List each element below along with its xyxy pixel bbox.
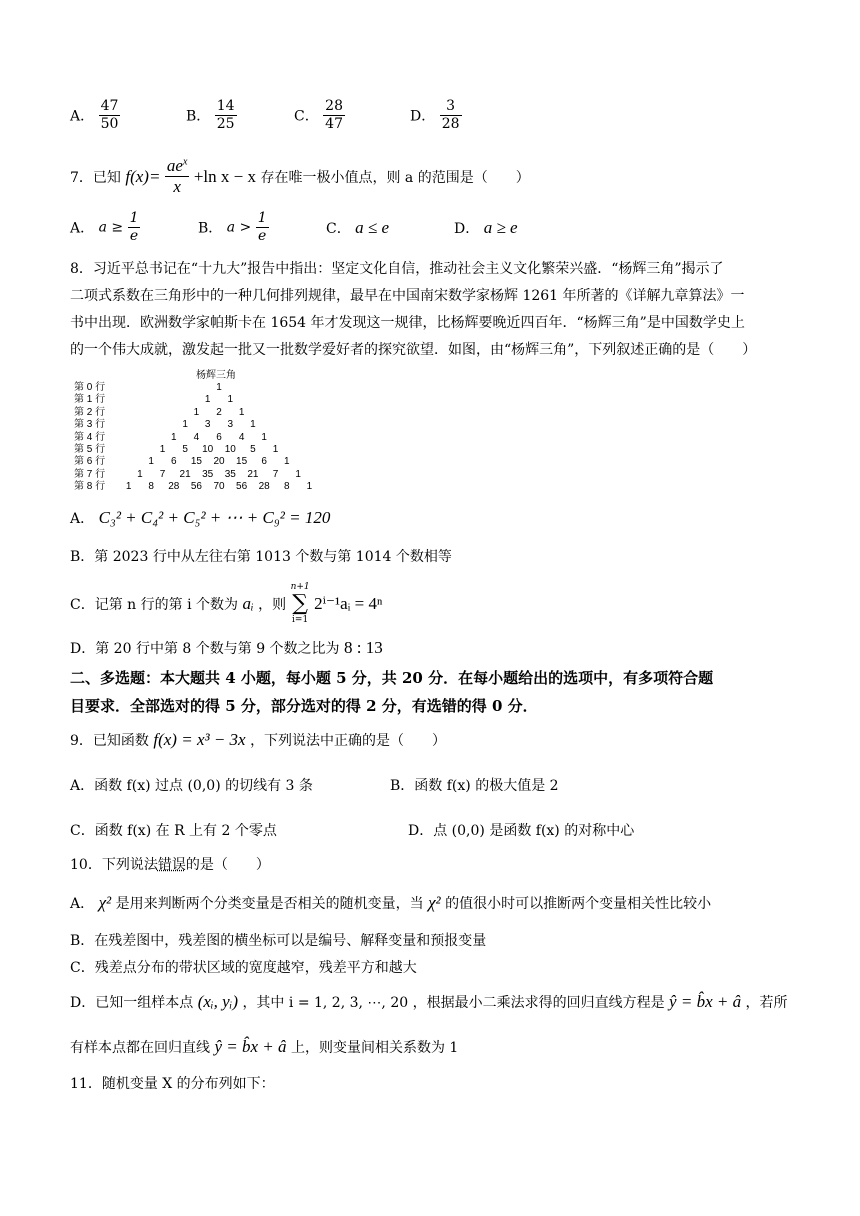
q7-option-d: D． a ≥ e: [454, 218, 518, 237]
section2-heading-line-2: 目要求．全部选对的得 5 分，部分选对的得 2 分，有选错的得 0 分．: [70, 697, 538, 715]
q10-option-d-line-1: D．已知一组样本点 (xᵢ, yᵢ) ，其中 i = 1, 2, 3, ⋯, 20 ，根据最小二乘法求得的回归直线方程是 ŷ = b̂x + â ，若所: [70, 992, 788, 1011]
triangle-value: 1: [204, 394, 211, 406]
triangle-value: 7: [272, 468, 279, 480]
q10-option-b: B．在残差图中，残差图的横坐标可以是编号、解释变量和预报变量: [70, 933, 487, 949]
q8-line-4: 的一个伟大成就，激发起一批又一批数学爱好者的探究欲望．如图，由“杨辉三角”，下列叙述正确的是（ ）: [70, 342, 757, 358]
triangle-value: 1: [261, 431, 267, 443]
triangle-value: 6: [216, 431, 222, 443]
triangle-value: 1: [216, 382, 222, 393]
q9-option-d: D．点 (0,0) 是函数 f(x) 的对称中心: [408, 823, 635, 839]
triangle-value: 21: [179, 468, 191, 480]
triangle-value: 2: [216, 406, 222, 418]
q10-option-c: C．残差点分布的带状区域的宽度越窄，残差平方和越大: [70, 960, 417, 976]
q6-option-c-fraction: $\frac{28}{47}$: [325, 98, 343, 132]
triangle-value: 1: [171, 431, 177, 443]
q10-stem: 10．下列说法错误的是（ ）: [70, 857, 270, 873]
triangle-value: 28: [168, 481, 180, 493]
triangle-value: 35: [202, 468, 214, 480]
triangle-value: 1: [227, 394, 234, 406]
q6-option-d-fraction: $\frac{3}{28}$: [441, 98, 460, 132]
triangle-row: [74, 481, 334, 493]
triangle-value: 1: [295, 468, 301, 480]
triangle-row: [74, 394, 334, 406]
triangle-value: 6: [261, 456, 267, 468]
triangle-value: 1: [238, 406, 245, 418]
q9-option-c: C．函数 f(x) 在 R 上有 2 个零点: [70, 823, 277, 839]
triangle-value: 3: [227, 419, 234, 431]
triangle-row: [74, 469, 334, 481]
triangle-value: 8: [284, 481, 290, 493]
q6-option-b-fraction: $\frac{14}{25}$: [216, 98, 235, 132]
q8-line-2: 二项式系数在三角形中的一种几何排列规律，最早在中国南宋数学家杨辉 1261 年所著的《详解九章算法》一: [70, 288, 745, 304]
q8-option-c: C．记第 n 行的第 i 个数为 aᵢ ，则 n+1 ∑ i=1 2ⁱ⁻¹aᵢ = 4ⁿ: [70, 582, 383, 625]
triangle-value: 28: [258, 481, 270, 493]
triangle-row: [74, 407, 334, 419]
triangle-row: [74, 456, 334, 468]
q8-line-1: 8．习近平总书记在“十九大”报告中指出：坚定文化自信，推动社会主义文化繁荣兴盛．“杨辉三角”揭示了: [70, 261, 724, 277]
q10-option-a: A． χ² 是用来判断两个分类变量是否相关的随机变量，当 χ² 的值很小时可以推断两个变量相关性比较小: [70, 893, 712, 912]
triangle-value: 5: [182, 444, 188, 455]
triangle-value: 6: [171, 456, 177, 468]
triangle-value: 1: [306, 481, 313, 493]
triangle-value: 1: [182, 419, 188, 431]
q7-option-b-fraction: $\frac{1}{e}$: [257, 210, 267, 244]
triangle-value: 3: [204, 419, 211, 431]
triangle-row-label: 第 1 行: [74, 394, 106, 406]
q8-option-a: A． C₃² + C₄² + C₅² + ⋯ + C₉² = 120: [70, 508, 331, 527]
q6-option-a: A． $\frac{47}{50}$: [70, 98, 119, 132]
triangle-value: 4: [193, 431, 200, 443]
triangle-value: 1: [250, 419, 256, 431]
triangle-value: 56: [236, 481, 248, 493]
q7-option-a: A． a ≥ $\frac{1}{e}$: [70, 210, 139, 244]
triangle-value: 10: [202, 444, 214, 455]
triangle-row-label: 第 0 行: [74, 382, 106, 393]
triangle-row-label: 第 2 行: [74, 406, 106, 418]
q10-emphasis-wrong: 错误: [157, 857, 186, 873]
section2-heading-line-1: 二、多选题：本大题共 4 小题，每小题 5 分，共 20 分．在每小题给出的选项中，有多项符合题: [70, 669, 714, 687]
triangle-row: [74, 444, 334, 456]
triangle-value: 20: [213, 456, 225, 468]
triangle-row-label: 第 4 行: [74, 431, 106, 443]
q8-line-3: 书中出现．欧洲数学家帕斯卡在 1654 年才发现这一规律，比杨辉要晚近四百年．“杨辉三角”是中国数学史上: [70, 315, 745, 331]
q6-option-c: C． $\frac{28}{47}$: [294, 98, 343, 132]
q6-option-b: B． $\frac{14}{25}$: [186, 98, 235, 132]
triangle-row-label: 第 5 行: [74, 444, 106, 455]
q8-summation-sign: n+1 ∑ i=1: [290, 582, 310, 625]
triangle-title: 杨辉三角: [196, 370, 236, 381]
triangle-row: [74, 382, 334, 394]
triangle-value: 1: [284, 456, 290, 468]
triangle-value: 1: [137, 468, 143, 480]
q9-stem: 9．已知函数 f(x) = x³ − 3x ，下列说法中正确的是（ ）: [70, 730, 447, 749]
triangle-row-label: 第 3 行: [74, 419, 106, 431]
q10-option-d-line-2: 有样本点都在回归直线 ŷ = b̂x + â 上，则变量间相关系数为 1: [70, 1037, 459, 1056]
triangle-value: 1: [272, 444, 279, 455]
triangle-value: 1: [125, 481, 132, 493]
triangle-row: [74, 432, 334, 444]
triangle-value: 15: [190, 456, 202, 468]
q11-stem: 11．随机变量 X 的分布列如下：: [70, 1076, 275, 1092]
triangle-value: 1: [193, 406, 200, 418]
triangle-value: 8: [148, 481, 154, 493]
q6-option-d: D． $\frac{3}{28}$: [410, 98, 460, 132]
triangle-row: [74, 419, 334, 431]
q7-option-c: C． a ≤ e: [326, 218, 390, 237]
q9-option-a: A．函数 f(x) 过点 (0,0) 的切线有 3 条: [70, 778, 313, 794]
triangle-value: 1: [159, 444, 166, 455]
triangle-row-label: 第 7 行: [74, 468, 106, 480]
q7-option-b: B． a > $\frac{1}{e}$: [198, 210, 267, 244]
triangle-value: 35: [224, 468, 236, 480]
triangle-value: 10: [224, 444, 236, 455]
triangle-value: 4: [238, 431, 245, 443]
q7-stem: 7．已知 f(x)= $\frac{ae^x}{x}$ +ln x − x 存在唯一极小值点，则 a 的范围是（ ）: [70, 156, 530, 197]
q9-option-b: B．函数 f(x) 的极大值是 2: [390, 778, 559, 794]
triangle-row-label: 第 8 行: [74, 481, 106, 493]
triangle-value: 56: [190, 481, 202, 493]
triangle-value: 70: [213, 481, 225, 493]
triangle-value: 1: [148, 456, 154, 468]
q7-option-a-fraction: $\frac{1}{e}$: [129, 210, 139, 244]
triangle-value: 7: [159, 468, 166, 480]
q7-fraction: $\frac{ae^x}{x}$: [166, 156, 188, 197]
q8-option-b: B．第 2023 行中从左往右第 1013 个数与第 1014 个数相等: [70, 549, 452, 565]
q8-option-d: D．第 20 行中第 8 个数与第 9 个数之比为 8 : 13: [70, 638, 383, 657]
triangle-value: 5: [250, 444, 256, 455]
triangle-value: 21: [247, 468, 259, 480]
q6-option-a-fraction: $\frac{47}{50}$: [100, 98, 119, 132]
triangle-value: 15: [236, 456, 248, 468]
triangle-row-label: 第 6 行: [74, 456, 106, 468]
